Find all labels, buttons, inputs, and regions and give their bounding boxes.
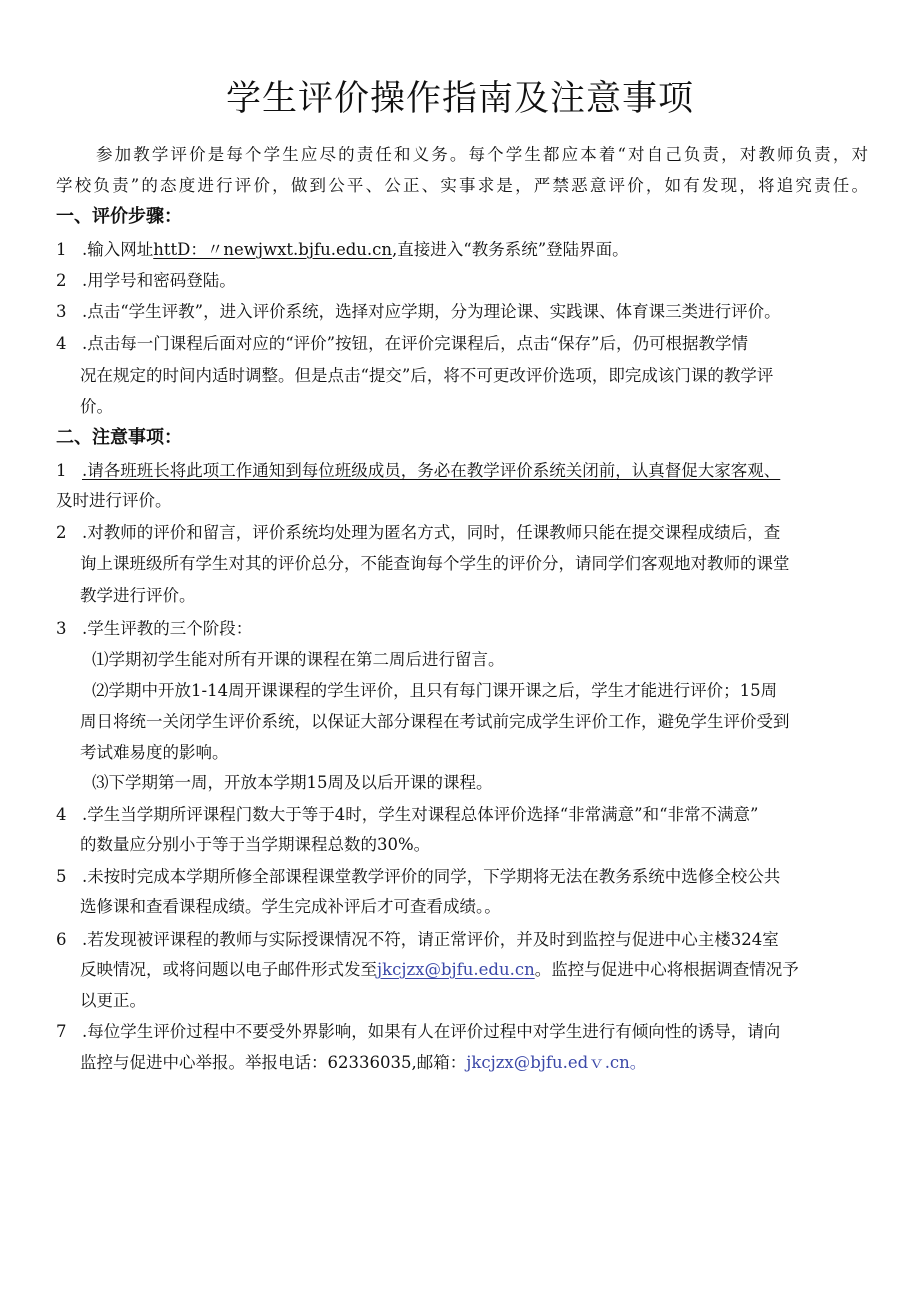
item-text: 监控与促进中心举报。举报电话：62336035,邮箱： (80, 1053, 467, 1072)
email-address: jkcjzx@bjfu.edｖ.cn。 (466, 1053, 647, 1072)
item-number: 5 (56, 867, 67, 886)
section2-item-2-line-2: 询上课班级所有学生对其的评价总分，不能查询每个学生的评价分，请同学们客观地对教师的课堂 (80, 554, 790, 573)
item-number: 3 (56, 302, 67, 321)
item-text: .输入网址 (82, 240, 154, 259)
item-text: 反映情况，或将问题以电子邮件形式发至 (80, 960, 377, 979)
item-number: 2 (56, 271, 67, 290)
section2-item-4 (56, 804, 868, 826)
stage-2-text-line-3: 考试难易度的影响。 (80, 743, 229, 762)
item-text: .用学号和密码登陆。 (82, 271, 236, 290)
section2-item-4-line-2: 的数量应分别小于等于当学期课程总数的30%。 (80, 835, 431, 854)
section2-item-5-line-2: 选修课和查看课程成绩。学生完成补评后才可查看成绩。。 (80, 897, 501, 916)
stage-3-text: ⑶下学期第一周，开放本学期15周及以后开课的课程。 (92, 773, 493, 792)
stage-2-text: ⑵学期中开放1-14周开课课程的学生评价，且只有每门课开课之后，学生才能进行评价；15周 (92, 681, 778, 700)
website-url: httD：〃newjwxt.bjfu.edu.cn (153, 240, 393, 259)
intro-line-1: 参加教学评价是每个学生应尽的责任和义务。每个学生都应本着“对自己负责，对教师负责，对 (96, 145, 868, 164)
section2-item-1-line-2: 及时进行评价。 (56, 491, 172, 510)
section2-item-2 (56, 522, 868, 544)
item-number: 3 (56, 619, 67, 638)
section2-item-1 (56, 460, 868, 482)
section2-item-6-line-3: 以更正。 (80, 991, 146, 1010)
item-text: .点击“学生评教”，进入评价系统，选择对应学期，分为理论课、实践课、体育课三类进行评价。 (82, 302, 781, 321)
section2-item-3 (56, 618, 868, 640)
section1-item-1 (56, 239, 868, 261)
section1-heading: 一、评价步骤： (56, 206, 182, 227)
item-text: .请各班班长将此项工作通知到每位班级成员，务必在教学评价系统关闭前，认真督促大家客观、 (82, 461, 781, 480)
stage-1-text: ⑴学期初学生能对所有开课的课程在第二周后进行留言。 (92, 650, 505, 669)
item-number: 4 (56, 334, 67, 353)
section2-item-7 (56, 1021, 868, 1043)
section2-item-6 (56, 929, 868, 951)
email-link[interactable]: jkcjzx@bjfu.edu.cn (377, 960, 535, 979)
item-number: 4 (56, 805, 67, 824)
item-text: .点击每一门课程后面对应的“评价”按钮，在评价完课程后，点击“保存”后，仍可根据教学情 (82, 334, 748, 353)
section1-item-4-line-2: 况在规定的时间内适时调整。但是点击“提交”后，将不可更改评价选项，即完成该门课的教学评 (80, 366, 774, 385)
section1-item-4 (56, 333, 868, 355)
section2-item-7-line-2 (80, 1052, 868, 1074)
item-text: .学生当学期所评课程门数大于等于4时，学生对课程总体评价选择“非常满意”和“非常不满意” (82, 805, 759, 824)
item-text: .未按时完成本学期所修全部课程课堂教学评价的同学，下学期将无法在教务系统中选修全校公共 (82, 867, 781, 886)
item-text: .对教师的评价和留言，评价系统均处理为匿名方式，同时，任课教师只能在提交课程成绩后，查 (82, 523, 781, 542)
item-text: 。监控与促进中心将根据调查情况予 (534, 960, 799, 979)
section1-item-3 (56, 301, 868, 323)
item-number: 2 (56, 523, 67, 542)
section1-item-2 (56, 270, 868, 292)
section2-item-6-line-2 (80, 959, 868, 981)
intro-line-2: 学校负责”的态度进行评价，做到公平、公正、实事求是，严禁恶意评价，如有发现，将追究责任。 (56, 176, 868, 195)
item-number: 1 (56, 461, 67, 480)
item-number: 1 (56, 240, 67, 259)
item-text: .每位学生评价过程中不要受外界影响，如果有人在评价过程中对学生进行有倾向性的诱导，请向 (82, 1022, 781, 1041)
section2-item-2-line-3: 教学进行评价。 (80, 586, 196, 605)
item-number: 7 (56, 1022, 67, 1041)
section2-item-5 (56, 866, 868, 888)
item-number: 6 (56, 930, 67, 949)
document-title: 学生评价操作指南及注意事项 (225, 79, 694, 119)
item-text: .若发现被评课程的教师与实际授课情况不符，请正常评价，并及时到监控与促进中心主楼324室 (82, 930, 779, 949)
stage-2-text-line-2: 周日将统一关闭学生评价系统，以保证大部分课程在考试前完成学生评价工作，避免学生评价受到 (80, 712, 790, 731)
section2-heading: 二、注意事项： (56, 427, 182, 448)
section1-item-4-line-3: 价。 (80, 397, 113, 416)
item-text: ,直接进入“教务系统”登陆界面。 (392, 240, 629, 259)
item-text: .学生评教的三个阶段： (82, 619, 253, 638)
